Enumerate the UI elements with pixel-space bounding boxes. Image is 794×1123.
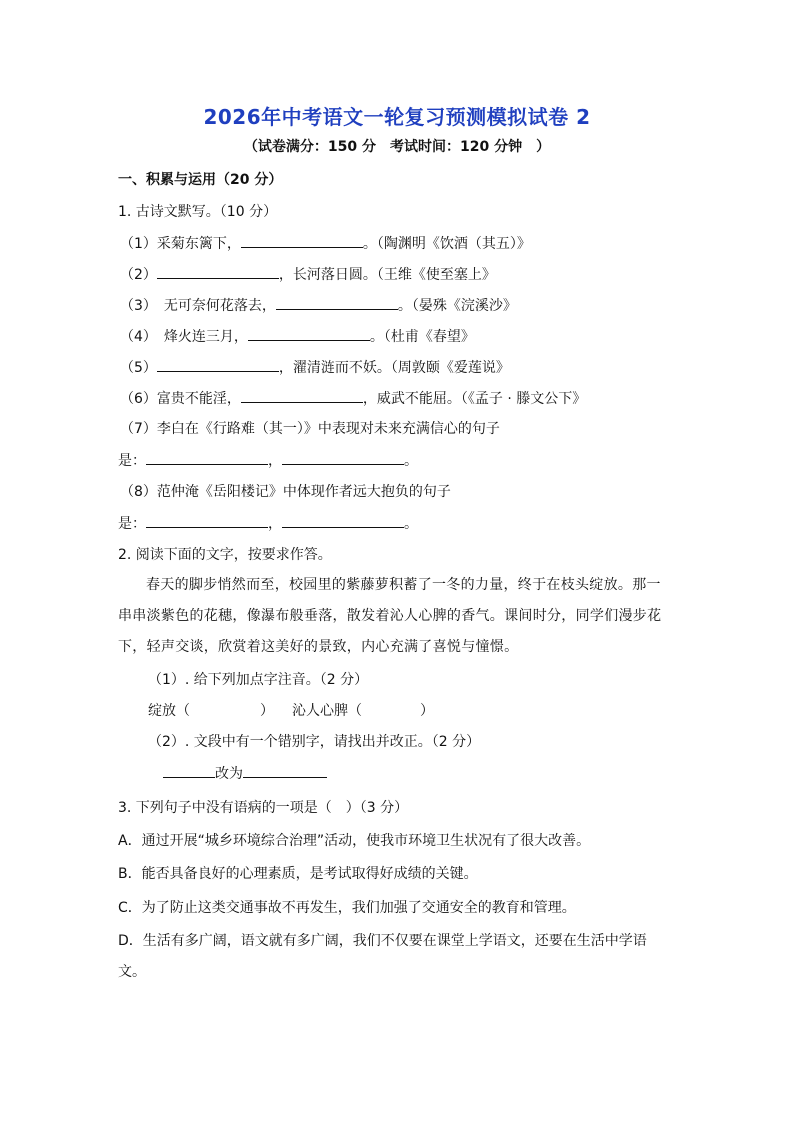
q1-stem: 1. 古诗文默写。（10 分） — [118, 204, 278, 220]
q2-sub2: （2）. 文段中有一个错别字，请找出并改正。（2 分） — [148, 734, 481, 750]
answer-blank[interactable] — [146, 450, 268, 465]
q1-item-8-stem: （8）范仲淹《岳阳楼记》中体现作者远大抱负的句子 — [120, 484, 451, 500]
q3-option-c[interactable]: C．为了防止这类交通事故不再发生，我们加强了交通安全的教育和管理。 — [118, 900, 576, 916]
answer-blank[interactable] — [157, 357, 279, 372]
q2-passage: 春天的脚步悄然而至，校园里的紫藤萝积蓄了一冬的力量，终于在枝头绽放。那一串串淡紫色的花穗，像瀑布般垂落，散发着沁人心脾的香气。课间时分，同学们漫步花下，轻声交谈，欣赏着这美好的景致，内心充满了喜悦与憧憬。 — [118, 577, 662, 655]
q1-item-7-answer: 是： ， 。 — [118, 450, 418, 471]
wrong-char-blank[interactable] — [163, 763, 215, 778]
q1-item-1: （1）采菊东篱下， 。（陶渊明《饮酒（其五）》 — [120, 233, 531, 254]
answer-blank[interactable] — [282, 450, 404, 465]
section-heading: 一、积累与运用（20 分） — [118, 172, 283, 188]
q3-option-d[interactable]: D．生活有多广阔，语文就有多广阔，我们不仅要在课堂上学语文，还要在生活中学语文。 — [118, 933, 647, 980]
q1-item-5: （5） ，濯清涟而不妖。（周敦颐《爱莲说》 — [120, 357, 510, 378]
answer-blank[interactable] — [241, 388, 363, 403]
q1-item-4: （4） 烽火连三月， 。（杜甫《春望》 — [120, 326, 475, 347]
answer-blank[interactable] — [241, 233, 363, 248]
exam-info: （试卷满分：150 分 考试时间：120 分钟 ） — [243, 139, 551, 155]
q1-item-6: （6）富贵不能淫， ，威武不能屈。（《孟子 · 滕文公下》 — [120, 388, 586, 409]
q2-sub1: （1）. 给下列加点字注音。（2 分） — [148, 672, 369, 688]
q3-stem: 3. 下列句子中没有语病的一项是（ ）（3 分） — [118, 800, 409, 816]
answer-blank[interactable] — [157, 264, 279, 279]
q2-sub1-answers: 绽放（ ） 沁人心脾（ ） — [148, 703, 434, 719]
page-title: 2026年中考语文一轮复习预测模拟试卷 2 — [203, 105, 591, 129]
q1-item-8-answer: 是： ， 。 — [118, 513, 418, 534]
answer-blank[interactable] — [276, 295, 398, 310]
answer-blank[interactable] — [248, 326, 370, 341]
q1-item-2: （2） ，长河落日圆。（王维《使至塞上》 — [120, 264, 496, 285]
q1-item-7-stem: （7）李白在《行路难（其一）》中表现对未来充满信心的句子 — [120, 421, 500, 437]
q2-stem: 2. 阅读下面的文字，按要求作答。 — [118, 547, 332, 563]
q3-option-a[interactable]: A．通过开展“城乡环境综合治理”活动，使我市环境卫生状况有了很大改善。 — [118, 833, 591, 849]
q1-item-3: （3） 无可奈何花落去， 。（晏殊《浣溪沙》 — [120, 295, 517, 316]
answer-blank[interactable] — [146, 513, 268, 528]
correct-char-blank[interactable] — [243, 763, 327, 778]
answer-blank[interactable] — [282, 513, 404, 528]
q2-sub2-answer: 改为 — [163, 763, 327, 784]
q3-option-b[interactable]: B．能否具备良好的心理素质，是考试取得好成绩的关键。 — [118, 866, 478, 882]
